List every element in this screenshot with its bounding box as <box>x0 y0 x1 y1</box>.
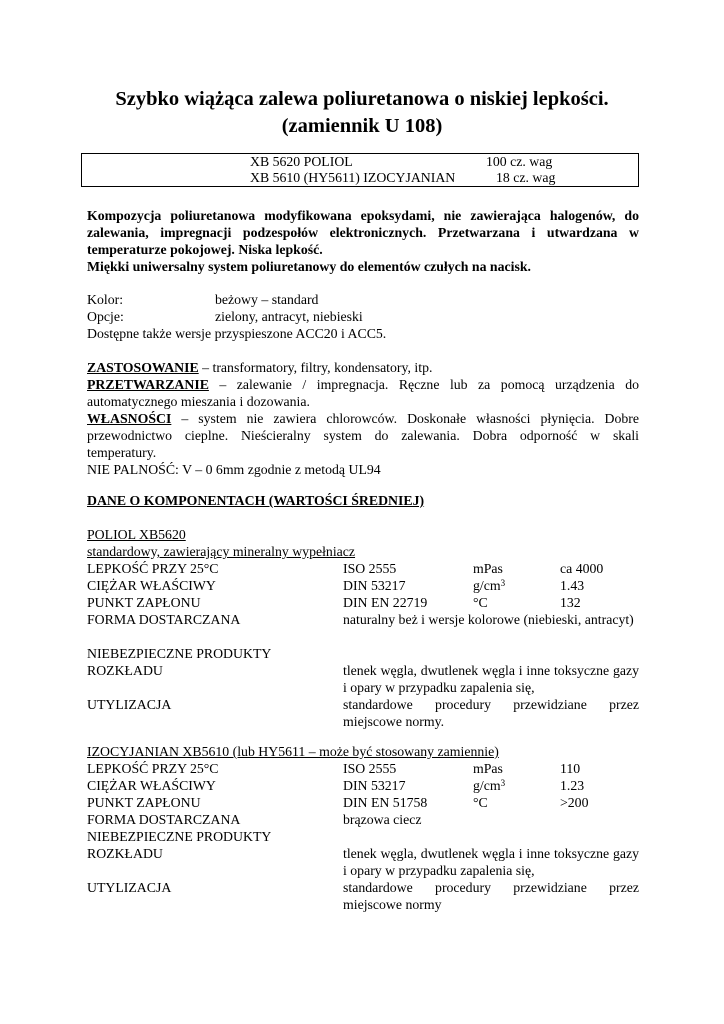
przetwarzanie-text: – zalewanie / impregnacja. Ręczne lub za pomocą urządzenia do <box>208 377 639 392</box>
property-name: PUNKT ZAPŁONU <box>87 595 201 610</box>
processing-line <box>87 376 639 393</box>
title-line-2: (zamiennik U 108) <box>281 115 443 137</box>
decomposition-products: tlenek węgla, dwutlenek węgla i inne toksyczne gazy i opary w przypadku zapalenia się, <box>343 846 639 878</box>
test-method: DIN EN 22719 <box>343 595 428 610</box>
table-row <box>87 879 639 913</box>
zastosowanie-label: ZASTOSOWANIE <box>87 360 199 375</box>
mix-ratio-row <box>250 154 630 170</box>
flammability-line: NIE PALNOŚĆ: V – 0 6mm zgodnie z metodą UL94 <box>87 462 381 477</box>
disposal: standardowe procedury przewidziane przez miejscowe normy <box>343 880 639 912</box>
usage-line <box>87 359 639 376</box>
unit: mPas <box>473 761 503 776</box>
properties-line-3: temperatury. <box>87 445 157 460</box>
description-line: Kompozycja poliuretanowa modyfikowana epoksydami, nie zawierająca halogenów, do <box>87 208 639 223</box>
delivery-form: brązowa ciecz <box>343 812 422 827</box>
description-line: Miękki uniwersalny system poliuretanowy do elementów czułych na nacisk. <box>87 259 531 274</box>
delivery-form: naturalny beż i wersje kolorowe (niebieski, antracyt) <box>343 612 634 627</box>
test-method: ISO 2555 <box>343 561 397 576</box>
description-line: temperaturze pokojowej. Niska lepkość. <box>87 242 323 257</box>
title-line-1: Szybko wiążąca zalewa poliuretanowa o niskiej lepkości. <box>115 88 609 110</box>
table-row <box>87 794 639 811</box>
wlasnosci-label: WŁASNOŚCI <box>87 411 172 426</box>
table-row <box>87 828 639 845</box>
value: ca 4000 <box>560 561 604 576</box>
value: 1.43 <box>560 578 585 593</box>
test-method: DIN 53217 <box>343 778 406 793</box>
isocyanate-title: IZOCYJANIAN XB5610 (lub HY5611 – może być stosowany zamiennie) <box>87 744 499 759</box>
table-row <box>87 811 639 828</box>
mix-ratio-box <box>81 153 639 187</box>
options-label: Opcje: <box>87 309 124 324</box>
decomposition-products: tlenek węgla, dwutlenek węgla i inne toksyczne gazy i opary w przypadku zapalenia się, <box>343 663 639 695</box>
property-name: FORMA DOSTARCZANA <box>87 612 241 627</box>
component-name: XB 5620 POLIOL <box>250 154 353 169</box>
table-row <box>87 777 639 794</box>
processing-line-2: automatycznego mieszania i dozowania. <box>87 394 310 409</box>
zastosowanie-text: – transformatory, filtry, kondensatory, itp. <box>198 360 433 375</box>
poliol-subtitle: standardowy, zawierający mineralny wypełniacz <box>87 544 356 559</box>
table-row <box>87 611 639 645</box>
property-name: FORMA DOSTARCZANA <box>87 812 241 827</box>
value: >200 <box>560 795 589 810</box>
description-line: zalewania, impregnacji podzespołów elektronicznych. Przetwarzana i utwardzana w <box>87 225 639 240</box>
component-name: XB 5610 (HY5611) IZOCYJANIAN <box>250 170 456 185</box>
property-name: CIĘŻAR WŁAŚCIWY <box>87 578 216 593</box>
color-label: Kolor: <box>87 292 124 307</box>
wlasnosci-text: – system nie zawiera chlorowców. Doskonałe własności płynięcia. Dobre <box>171 411 639 426</box>
property-name: UTYLIZACJA <box>87 880 172 895</box>
property-name: ROZKŁADU <box>87 663 163 678</box>
table-row <box>87 760 639 777</box>
mix-ratio-row <box>250 170 630 186</box>
przetwarzanie-label: PRZETWARZANIE <box>87 377 209 392</box>
unit: $g/cm^3$ <box>473 578 506 593</box>
value: 1.23 <box>560 778 585 793</box>
property-name: PUNKT ZAPŁONU <box>87 795 201 810</box>
properties-line <box>87 410 639 427</box>
unit: °C <box>473 795 488 810</box>
value: 110 <box>560 761 581 776</box>
components-heading: DANE O KOMPONENTACH (WARTOŚCI ŚREDNIEJ) <box>87 493 425 508</box>
unit: °C <box>473 595 488 610</box>
options-value: zielony, antracyt, niebieski <box>215 309 363 324</box>
table-row <box>87 594 639 611</box>
isocyanate-section <box>87 743 639 913</box>
component-amount: 100 cz. wag <box>486 154 553 169</box>
table-row <box>87 696 639 730</box>
document-title <box>80 86 644 140</box>
usage-section <box>87 359 639 478</box>
table-row <box>87 560 639 577</box>
component-amount: 18 cz. wag <box>496 170 556 185</box>
value: 132 <box>560 595 581 610</box>
test-method: DIN EN 51758 <box>343 795 428 810</box>
property-name: NIEBEZPIECZNE PRODUKTY <box>87 646 272 661</box>
property-name: LEPKOŚĆ PRZY 25°C <box>87 761 219 776</box>
test-method: ISO 2555 <box>343 761 397 776</box>
disposal: standardowe procedury przewidziane przez miejscowe normy. <box>343 697 639 729</box>
property-name: ROZKŁADU <box>87 846 163 861</box>
table-row <box>87 845 639 879</box>
test-method: DIN 53217 <box>343 578 406 593</box>
unit: $g/cm^3$ <box>473 778 506 793</box>
property-name: UTYLIZACJA <box>87 697 172 712</box>
table-row <box>87 662 639 696</box>
description-paragraph <box>87 207 639 275</box>
table-row <box>87 577 639 594</box>
property-name: NIEBEZPIECZNE PRODUKTY <box>87 829 272 844</box>
color-value: beżowy – standard <box>215 292 319 307</box>
poliol-section <box>87 526 639 730</box>
poliol-title: POLIOL XB5620 <box>87 527 186 542</box>
table-row <box>87 645 639 662</box>
property-name: LEPKOŚĆ PRZY 25°C <box>87 561 219 576</box>
versions-note: Dostępne także wersje przyspieszone ACC20 i ACC5. <box>87 326 387 341</box>
property-name: CIĘŻAR WŁAŚCIWY <box>87 778 216 793</box>
properties-line-2: przewodnictwo cieplne. Nieścieralny system do zalewania. Dobra odporność w skali <box>87 428 639 443</box>
unit: mPas <box>473 561 503 576</box>
